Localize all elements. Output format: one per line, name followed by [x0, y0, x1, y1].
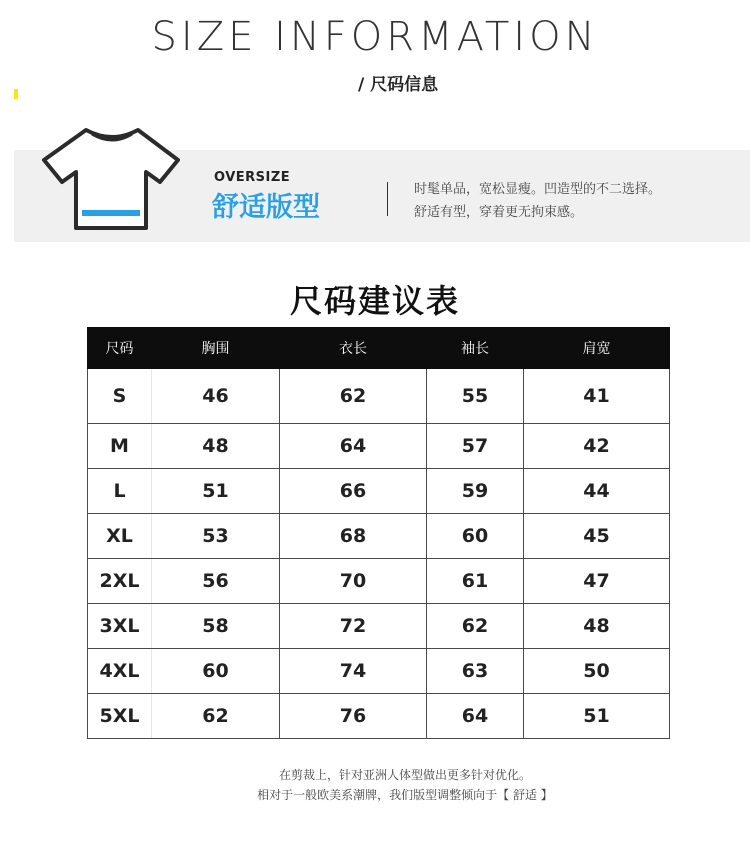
- cell-length: 76: [280, 694, 427, 739]
- page-title: SIZE INFORMATION: [151, 14, 599, 60]
- cell-chest: 46: [152, 369, 280, 424]
- cell-chest: 51: [152, 469, 280, 514]
- cell-shoulder: 51: [524, 694, 670, 739]
- cell-length: 62: [280, 369, 427, 424]
- cell-shoulder: 44: [524, 469, 670, 514]
- size-table-title: 尺码建议表: [289, 282, 460, 320]
- table-row: [88, 514, 670, 559]
- cell-sleeve: 59: [427, 469, 524, 514]
- cell-length: 66: [280, 469, 427, 514]
- cell-chest: 60: [152, 649, 280, 694]
- header-chest: 胸围: [152, 328, 280, 369]
- cell-chest: 48: [152, 424, 280, 469]
- cell-length: 64: [280, 424, 427, 469]
- table-row: [88, 424, 670, 469]
- cell-size: 2XL: [88, 559, 152, 604]
- cell-size: M: [88, 424, 152, 469]
- table-row: [88, 604, 670, 649]
- cell-length: 74: [280, 649, 427, 694]
- fit-description-line-2: 舒适有型，穿着更无拘束感。: [414, 205, 584, 220]
- cell-shoulder: 41: [524, 369, 670, 424]
- cell-size: 3XL: [88, 604, 152, 649]
- cell-shoulder: 47: [524, 559, 670, 604]
- cell-length: 68: [280, 514, 427, 559]
- cell-size: L: [88, 469, 152, 514]
- cell-sleeve: 55: [427, 369, 524, 424]
- footer-note-line-1: 在剪裁上，针对亚洲人体型做出更多针对优化。: [278, 768, 531, 782]
- cell-size: 5XL: [88, 694, 152, 739]
- table-row: [88, 649, 670, 694]
- fit-type-label: 舒适版型: [212, 192, 320, 223]
- header-length: 衣长: [280, 328, 427, 369]
- cell-sleeve: 60: [427, 514, 524, 559]
- cell-size: XL: [88, 514, 152, 559]
- fit-description-line-1: 时髦单品，宽松显瘦。凹造型的不二选择。: [414, 182, 662, 197]
- table-header-row: [88, 328, 670, 369]
- cell-shoulder: 48: [524, 604, 670, 649]
- table-row: [88, 469, 670, 514]
- cell-sleeve: 57: [427, 424, 524, 469]
- cell-sleeve: 64: [427, 694, 524, 739]
- decorative-marker: [14, 89, 18, 99]
- table-row: [88, 694, 670, 739]
- cell-sleeve: 63: [427, 649, 524, 694]
- cell-sleeve: 61: [427, 559, 524, 604]
- header-sleeve: 袖长: [427, 328, 524, 369]
- divider: [387, 182, 388, 216]
- cell-size: 4XL: [88, 649, 152, 694]
- footer-note-line-2: 相对于一般欧美系潮牌，我们版型调整倾向于【 舒适 】: [257, 788, 553, 802]
- table-row: [88, 559, 670, 604]
- cell-length: 70: [280, 559, 427, 604]
- t-shirt-icon: [42, 124, 182, 232]
- size-table: [87, 327, 670, 739]
- cell-chest: 53: [152, 514, 280, 559]
- cell-sleeve: 62: [427, 604, 524, 649]
- cell-chest: 62: [152, 694, 280, 739]
- page-subtitle: / 尺码信息: [358, 75, 439, 95]
- table-row: [88, 369, 670, 424]
- cell-shoulder: 45: [524, 514, 670, 559]
- cell-length: 72: [280, 604, 427, 649]
- cell-chest: 56: [152, 559, 280, 604]
- header-shoulder: 肩宽: [524, 328, 670, 369]
- cell-shoulder: 42: [524, 424, 670, 469]
- cell-chest: 58: [152, 604, 280, 649]
- cell-shoulder: 50: [524, 649, 670, 694]
- header-size: 尺码: [88, 328, 152, 369]
- oversize-label: OVERSIZE: [214, 170, 291, 185]
- cell-size: S: [88, 369, 152, 424]
